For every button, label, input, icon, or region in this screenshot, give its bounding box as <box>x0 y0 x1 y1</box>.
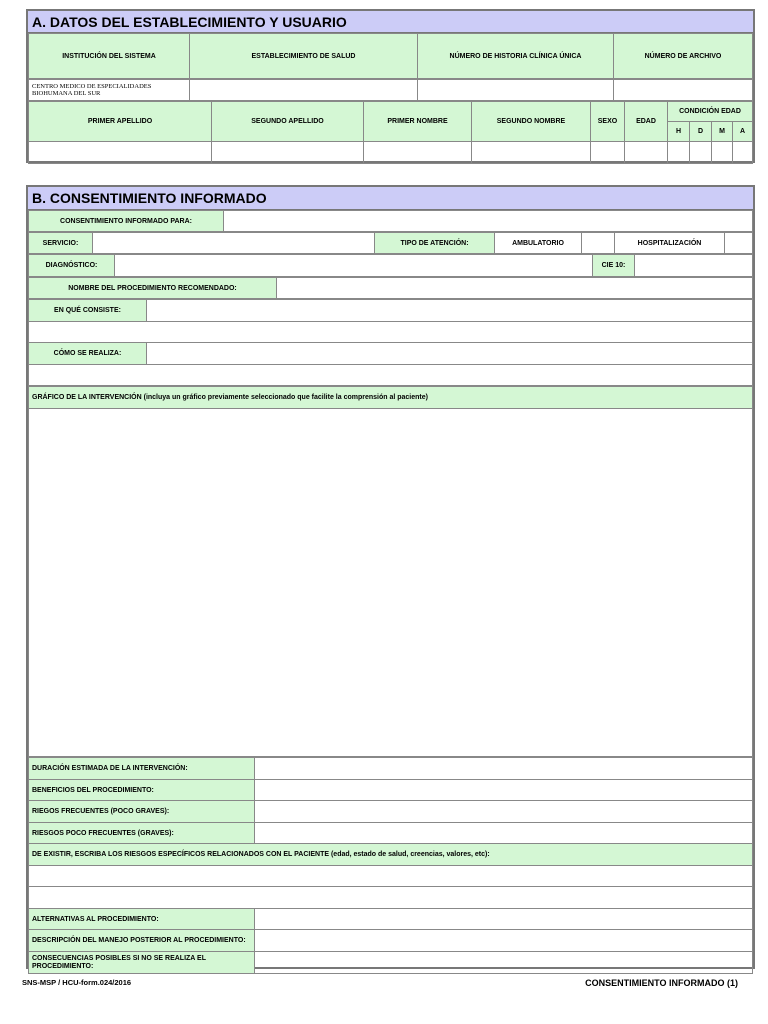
institution-values <box>28 79 753 101</box>
form-code: SNS-MSP / HCU-form.024/2016 <box>22 978 132 987</box>
en-que-consiste-line-2[interactable] <box>29 322 753 343</box>
patient-table <box>28 101 753 164</box>
consecuencias-label: CONSECUENCIAS POSIBLES SI NO SE REALIZA EL PROCEDIMIENTO: <box>29 952 255 974</box>
form-title-footer: CONSENTIMIENTO INFORMADO (1) <box>585 978 738 988</box>
section-a <box>26 9 755 163</box>
riesgos-frecuentes-field[interactable] <box>255 801 753 823</box>
primer-apellido-header: PRIMER APELLIDO <box>29 102 212 142</box>
grafico-label: GRÁFICO DE LA INTERVENCIÓN (incluya un gráfico previamente seleccionado que facilite la comprensión al paciente) <box>29 387 753 409</box>
establecimiento-field[interactable] <box>190 80 418 101</box>
consent-table <box>28 210 753 232</box>
condicion-h-field[interactable] <box>668 142 690 164</box>
beneficios-label: BENEFICIOS DEL PROCEDIMIENTO: <box>29 780 255 801</box>
hospitalizacion-label: HOSPITALIZACIÓN <box>615 233 725 254</box>
numero-archivo-field[interactable] <box>614 80 753 101</box>
section-b <box>26 185 755 969</box>
riesgos-poco-frecuentes-label: RIESGOS POCO FRECUENTES (GRAVES): <box>29 823 255 844</box>
details-table <box>28 757 753 974</box>
condicion-m-field[interactable] <box>712 142 733 164</box>
riesgos-frecuentes-label: RIEGOS FRECUENTES (POCO GRAVES): <box>29 801 255 823</box>
alternativas-label: ALTERNATIVAS AL PROCEDIMIENTO: <box>29 909 255 930</box>
beneficios-field[interactable] <box>255 780 753 801</box>
duracion-label: DURACIÓN ESTIMADA DE LA INTERVENCIÓN: <box>29 758 255 780</box>
procedure-name-table <box>28 277 753 299</box>
nombre-procedimiento-field[interactable] <box>277 278 753 299</box>
diagnostico-field[interactable] <box>115 255 593 277</box>
condicion-edad-header: CONDICIÓN EDAD <box>668 102 753 122</box>
en-que-consiste-label: EN QUÉ CONSISTE: <box>29 300 147 322</box>
nombre-procedimiento-label: NOMBRE DEL PROCEDIMIENTO RECOMENDADO: <box>29 278 277 299</box>
institucion-value[interactable]: CENTRO MEDICO DE ESPECIALIDADES BIOHUMANA DEL SUR <box>29 80 190 101</box>
servicio-label: SERVICIO: <box>29 233 93 254</box>
section-b-title: B. CONSENTIMIENTO INFORMADO <box>28 187 753 210</box>
condicion-m: M <box>712 122 733 142</box>
consiste-table <box>28 299 753 386</box>
como-se-realiza-label: CÓMO SE REALIZA: <box>29 343 147 365</box>
numero-archivo-header: NÚMERO DE ARCHIVO <box>614 34 753 79</box>
tipo-atencion-label: TIPO DE ATENCIÓN: <box>375 233 495 254</box>
consentimiento-para-label: CONSENTIMIENTO INFORMADO PARA: <box>29 211 224 232</box>
riesgos-especificos-label: DE EXISTIR, ESCRIBA LOS RIESGOS ESPECÍFICOS RELACIONADOS CON EL PACIENTE (edad, estado de salud, creencias, valores, etc): <box>29 844 753 866</box>
segundo-apellido-field[interactable] <box>212 142 364 164</box>
descripcion-manejo-label: DESCRIPCIÓN DEL MANEJO POSTERIOR AL PROCEDIMIENTO: <box>29 930 255 952</box>
edad-field[interactable] <box>625 142 668 164</box>
section-a-title: A. DATOS DEL ESTABLECIMIENTO Y USUARIO <box>28 11 753 33</box>
cie10-label: CIE 10: <box>593 255 635 277</box>
primer-nombre-field[interactable] <box>364 142 472 164</box>
service-table <box>28 232 753 254</box>
institution-table <box>28 33 753 79</box>
grafico-area[interactable] <box>29 409 753 757</box>
en-que-consiste-field[interactable] <box>147 300 753 322</box>
condicion-d-field[interactable] <box>690 142 712 164</box>
condicion-h: H <box>668 122 690 142</box>
segundo-nombre-header: SEGUNDO NOMBRE <box>472 102 591 142</box>
alternativas-field[interactable] <box>255 909 753 930</box>
segundo-nombre-field[interactable] <box>472 142 591 164</box>
cie10-field[interactable] <box>635 255 753 277</box>
segundo-apellido-header: SEGUNDO APELLIDO <box>212 102 364 142</box>
primer-apellido-field[interactable] <box>29 142 212 164</box>
consecuencias-field[interactable] <box>255 952 753 974</box>
riesgos-especificos-line-2[interactable] <box>29 887 753 909</box>
edad-header: EDAD <box>625 102 668 142</box>
duracion-field[interactable] <box>255 758 753 780</box>
riesgos-poco-frecuentes-field[interactable] <box>255 823 753 844</box>
primer-nombre-header: PRIMER NOMBRE <box>364 102 472 142</box>
descripcion-manejo-field[interactable] <box>255 930 753 952</box>
historia-clinica-field[interactable] <box>418 80 614 101</box>
diagnostico-label: DIAGNÓSTICO: <box>29 255 115 277</box>
ambulatorio-label: AMBULATORIO <box>495 233 582 254</box>
establecimiento-header: ESTABLECIMIENTO DE SALUD <box>190 34 418 79</box>
condicion-d: D <box>690 122 712 142</box>
riesgos-especificos-line-1[interactable] <box>29 866 753 887</box>
condicion-a-field[interactable] <box>733 142 753 164</box>
historia-clinica-header: NÚMERO DE HISTORIA CLÍNICA ÚNICA <box>418 34 614 79</box>
como-se-realiza-field[interactable] <box>147 343 753 365</box>
condicion-a: A <box>733 122 753 142</box>
graphic-table <box>28 386 753 757</box>
institucion-header: INSTITUCIÓN DEL SISTEMA <box>29 34 190 79</box>
diagnosis-table <box>28 254 753 277</box>
como-se-realiza-line-2[interactable] <box>29 365 753 386</box>
ambulatorio-checkbox[interactable] <box>582 233 615 254</box>
sexo-field[interactable] <box>591 142 625 164</box>
hospitalizacion-checkbox[interactable] <box>725 233 753 254</box>
consentimiento-para-field[interactable] <box>224 211 753 232</box>
servicio-field[interactable] <box>93 233 375 254</box>
sexo-header: SEXO <box>591 102 625 142</box>
